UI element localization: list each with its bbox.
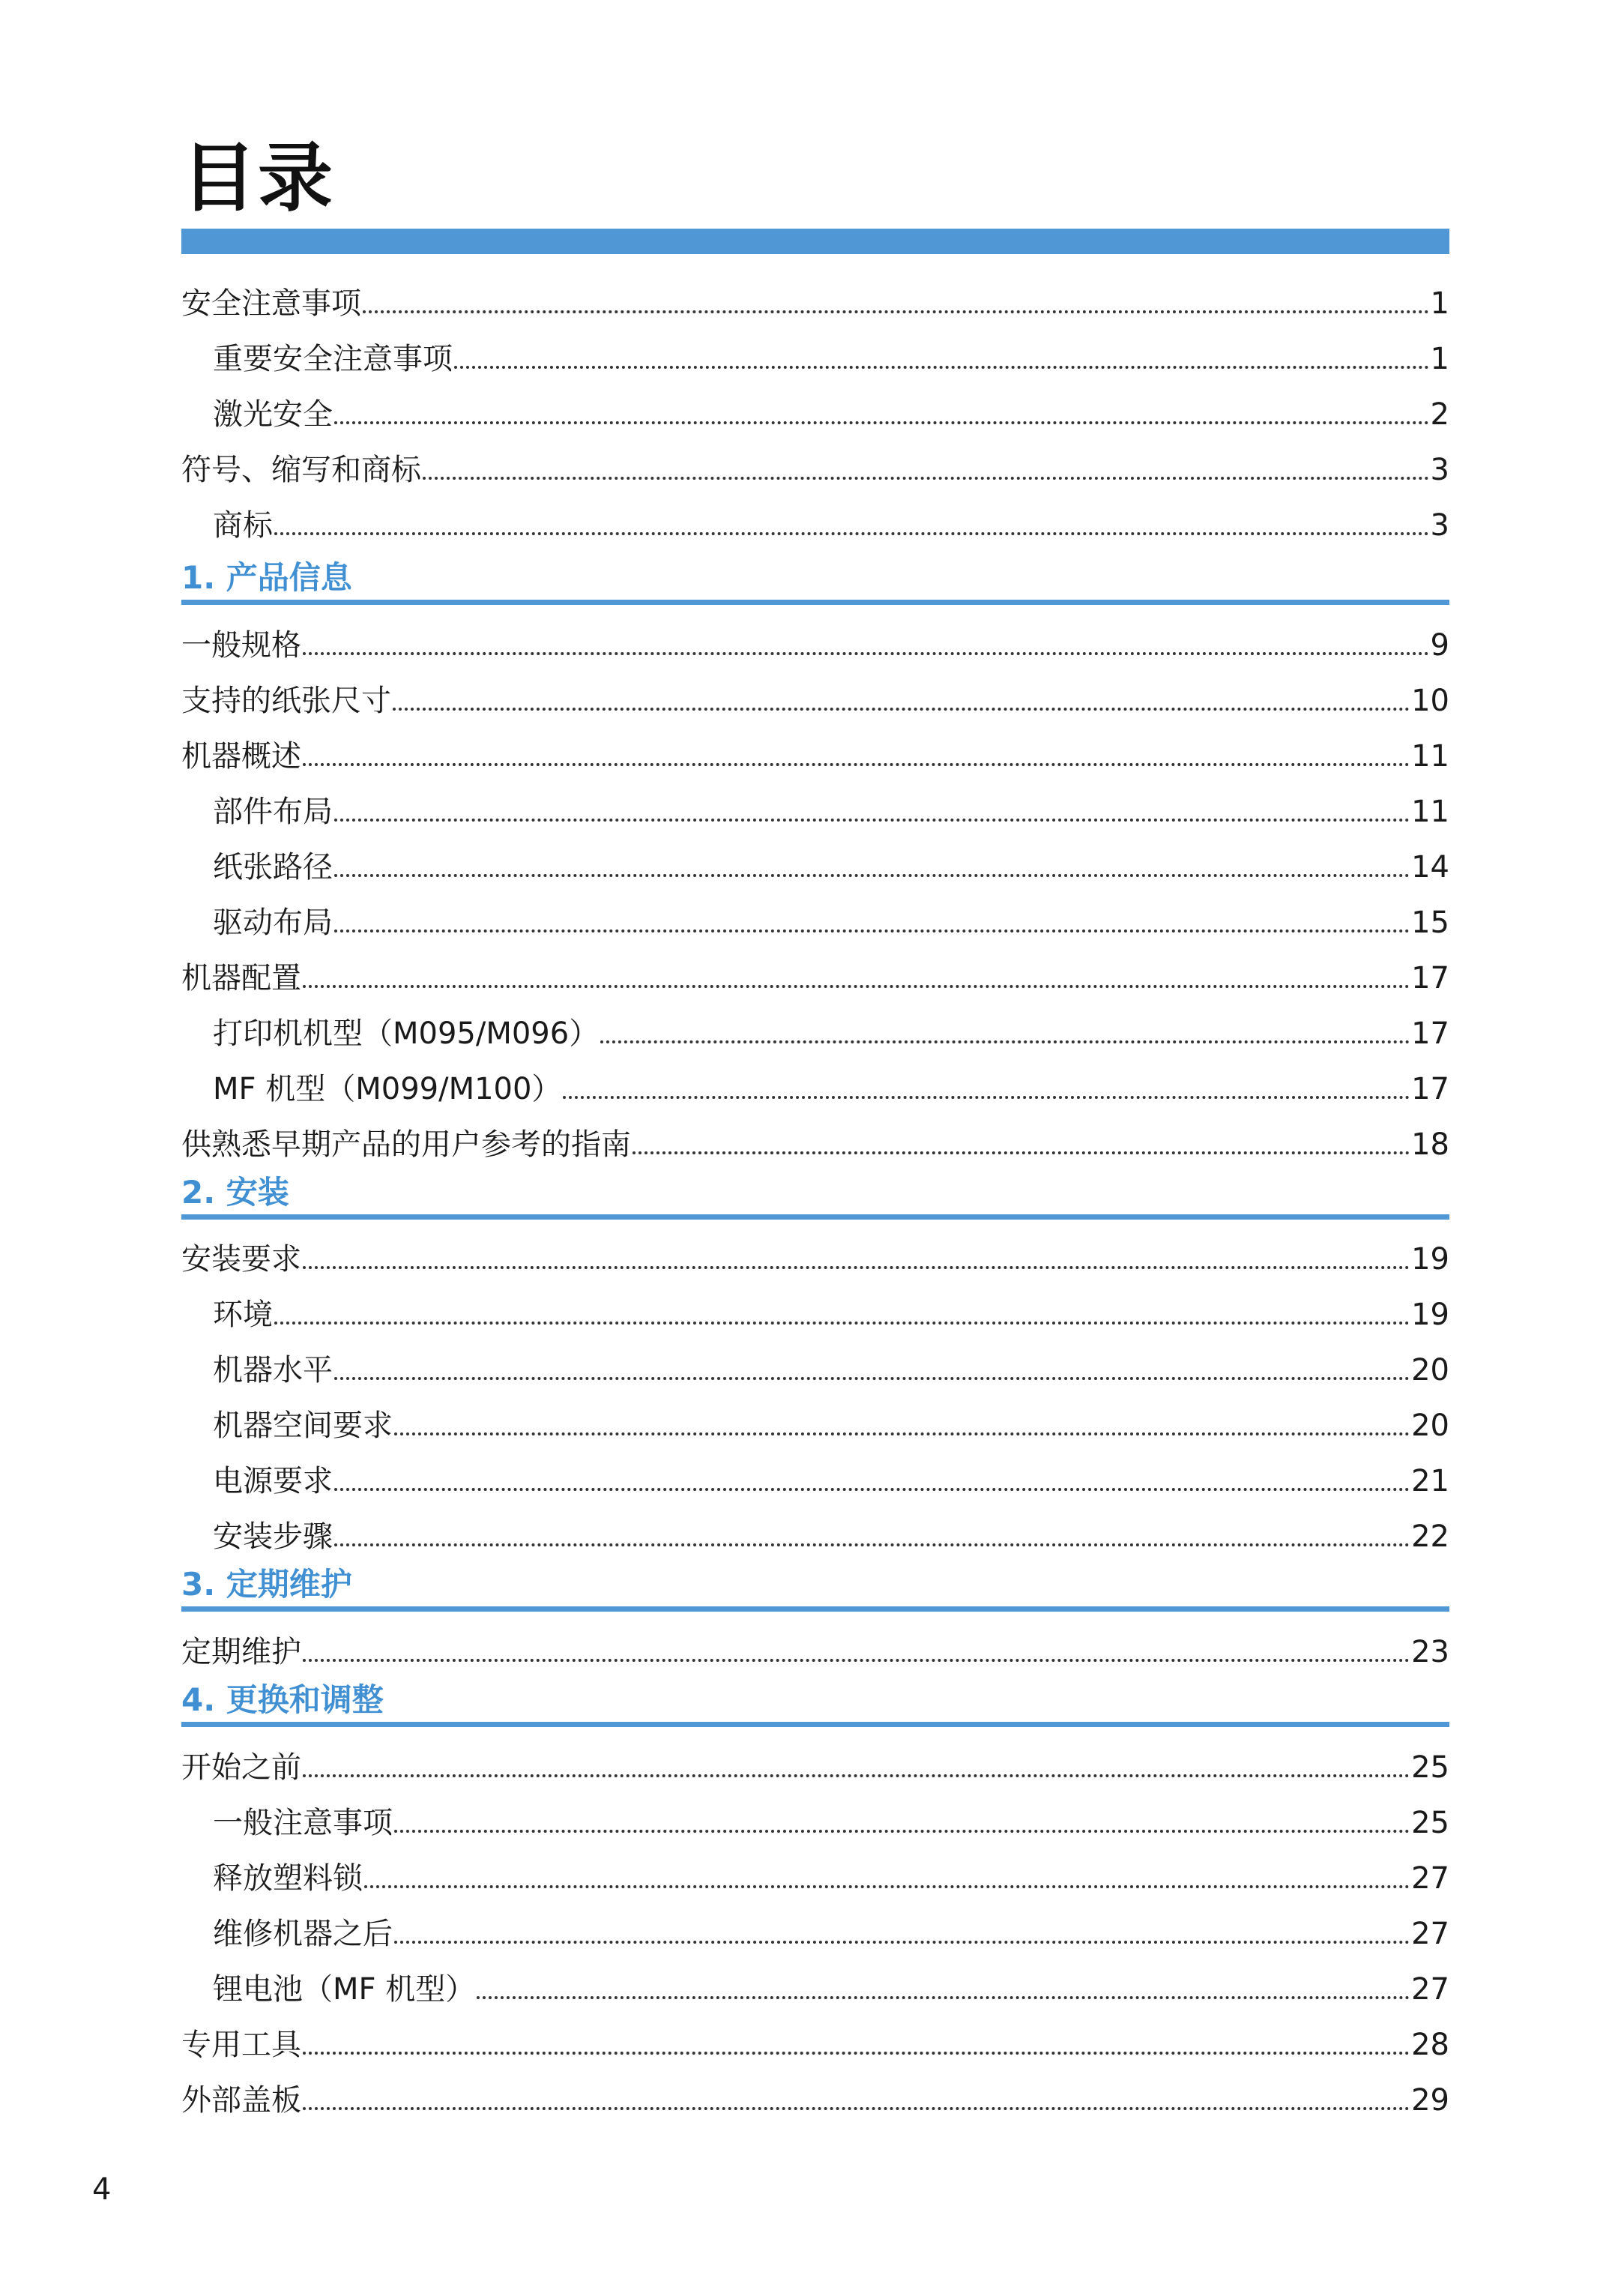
toc-entry-page-number: 29: [1411, 2083, 1449, 2118]
dot-leader: [274, 531, 1429, 535]
title-underline-bar: [181, 229, 1449, 254]
dot-leader: [334, 1543, 1410, 1546]
toc-entry[interactable]: [181, 286, 1449, 322]
toc-entry-page-number: 22: [1411, 1519, 1449, 1554]
toc-entry[interactable]: [181, 2082, 1449, 2118]
toc-entry-page-number: 27: [1411, 1972, 1449, 2007]
toc-entry-page-number: 3: [1430, 453, 1449, 487]
dot-leader: [303, 984, 1410, 988]
dot-leader: [303, 1774, 1410, 1777]
dot-leader: [363, 310, 1429, 313]
toc-entry-title: 环境: [213, 1298, 273, 1332]
toc-entry-title: 供熟悉早期产品的用户参考的指南: [181, 1127, 631, 1162]
chapter-heading-text: 2. 安装: [181, 1174, 289, 1211]
dot-leader: [334, 929, 1410, 932]
toc-entry-page-number: 10: [1411, 684, 1449, 718]
toc-subentry[interactable]: [213, 1297, 1449, 1333]
toc-subentry[interactable]: [213, 1519, 1449, 1555]
page-title: 目录: [181, 134, 334, 222]
toc-entry-title: 机器概述: [181, 739, 301, 774]
dot-leader: [393, 707, 1410, 711]
chapter-heading[interactable]: [181, 1168, 1449, 1220]
toc-entry-title: 维修机器之后: [213, 1917, 393, 1951]
chapter-heading[interactable]: [181, 1560, 1449, 1612]
toc-entry-page-number: 2: [1430, 397, 1449, 432]
toc-entry-title: 定期维护: [181, 1635, 301, 1669]
dot-leader: [454, 365, 1429, 369]
toc-subentry[interactable]: [213, 1916, 1449, 1952]
dot-leader: [394, 1432, 1410, 1435]
toc-subentry[interactable]: [213, 794, 1449, 830]
toc-entry-page-number: 23: [1411, 1635, 1449, 1669]
dot-leader: [334, 1376, 1410, 1380]
toc-entry[interactable]: [181, 1634, 1449, 1670]
toc-entry-title: 商标: [213, 508, 273, 543]
toc-entry-title: 打印机机型（M095/M096）: [213, 1016, 600, 1051]
toc-entry-title: 安装要求: [181, 1242, 301, 1277]
toc-entry-title: 驱动布局: [213, 906, 333, 940]
toc-entry-page-number: 18: [1411, 1127, 1449, 1162]
toc-entry-page-number: 27: [1411, 1861, 1449, 1896]
toc-subentry[interactable]: [213, 1805, 1449, 1841]
toc-entry-title: 机器配置: [181, 961, 301, 995]
toc-entry-page-number: 3: [1430, 508, 1449, 543]
toc-entry-page-number: 19: [1411, 1242, 1449, 1277]
toc-entry-page-number: 25: [1411, 1750, 1449, 1785]
dot-leader: [274, 1321, 1410, 1325]
dot-leader: [334, 873, 1410, 877]
toc-entry-page-number: 1: [1430, 286, 1449, 321]
dot-leader: [334, 1487, 1410, 1491]
chapter-heading[interactable]: [181, 553, 1449, 605]
dot-leader: [303, 762, 1410, 766]
toc-entry-page-number: 21: [1411, 1464, 1449, 1498]
toc-entry-page-number: 11: [1411, 795, 1449, 829]
toc-entry[interactable]: [181, 2027, 1449, 2063]
chapter-heading-text: 3. 定期维护: [181, 1566, 352, 1603]
toc-entry-title: MF 机型（M099/M100）: [213, 1072, 562, 1106]
toc-entry-page-number: 14: [1411, 850, 1449, 885]
toc-subentry[interactable]: [213, 1071, 1449, 1107]
toc-subentry[interactable]: [213, 1860, 1449, 1896]
toc-entry-page-number: 25: [1411, 1806, 1449, 1840]
chapter-heading-text: 1. 产品信息: [181, 559, 352, 596]
dot-leader: [394, 1940, 1410, 1944]
toc-entry-title: 安装步骤: [213, 1519, 333, 1554]
page-number: 4: [92, 2172, 112, 2207]
toc-subentry[interactable]: [213, 397, 1449, 433]
dot-leader: [394, 1829, 1410, 1833]
toc-entry[interactable]: [181, 960, 1449, 996]
toc-entry-title: 重要安全注意事项: [213, 342, 453, 376]
toc-entry-title: 开始之前: [181, 1750, 301, 1785]
chapter-heading-text: 4. 更换和调整: [181, 1681, 384, 1718]
toc-entry-title: 专用工具: [181, 2028, 301, 2062]
toc-subentry[interactable]: [213, 849, 1449, 885]
toc-subentry[interactable]: [213, 1352, 1449, 1388]
toc-entry-page-number: 9: [1430, 628, 1449, 663]
toc-entry[interactable]: [181, 627, 1449, 663]
dot-leader: [303, 2051, 1410, 2055]
toc-entry-page-number: 11: [1411, 739, 1449, 774]
toc-entry-title: 锂电池（MF 机型）: [213, 1972, 476, 2007]
dot-leader: [600, 1040, 1410, 1043]
dot-leader: [364, 1884, 1410, 1888]
dot-leader: [303, 651, 1429, 655]
toc-entry-title: 电源要求: [213, 1464, 333, 1498]
dot-leader: [633, 1151, 1410, 1154]
toc-subentry[interactable]: [213, 1463, 1449, 1499]
toc-entry-title: 支持的纸张尺寸: [181, 684, 391, 718]
toc-entry-page-number: 27: [1411, 1917, 1449, 1951]
toc-subentry[interactable]: [213, 1408, 1449, 1444]
toc-entry-page-number: 20: [1411, 1353, 1449, 1387]
toc-entry-title: 一般规格: [181, 628, 301, 663]
toc-entry-page-number: 20: [1411, 1408, 1449, 1443]
dot-leader: [477, 1995, 1410, 1999]
toc-entry-page-number: 15: [1411, 906, 1449, 940]
toc-entry-title: 符号、缩写和商标: [181, 453, 421, 487]
toc-entry-title: 一般注意事项: [213, 1806, 393, 1840]
toc-entry[interactable]: [181, 452, 1449, 488]
toc-entry-page-number: 19: [1411, 1298, 1449, 1332]
dot-leader: [303, 2106, 1410, 2110]
dot-leader: [303, 1658, 1410, 1662]
dot-leader: [334, 421, 1429, 424]
dot-leader: [563, 1095, 1410, 1099]
toc-entry-page-number: 17: [1411, 961, 1449, 995]
toc-entry-title: 外部盖板: [181, 2083, 301, 2118]
toc-entry-page-number: 17: [1411, 1016, 1449, 1051]
toc-entry[interactable]: [181, 1241, 1449, 1277]
toc-entry-title: 纸张路径: [213, 850, 333, 885]
toc-entry-page-number: 28: [1411, 2028, 1449, 2062]
toc-entry-title: 安全注意事项: [181, 286, 361, 321]
toc-entry-title: 部件布局: [213, 795, 333, 829]
dot-leader: [334, 818, 1410, 822]
toc-entry[interactable]: [181, 1127, 1449, 1163]
toc-subentry[interactable]: [213, 1971, 1449, 2007]
toc-entry-page-number: 1: [1430, 342, 1449, 376]
toc-entry-title: 释放塑料锁: [213, 1861, 363, 1896]
toc-entry-title: 机器水平: [213, 1353, 333, 1387]
dot-leader: [423, 476, 1429, 480]
toc-entry-page-number: 17: [1411, 1072, 1449, 1106]
chapter-heading[interactable]: [181, 1675, 1449, 1727]
toc-subentry[interactable]: [213, 1016, 1449, 1052]
toc-entry[interactable]: [181, 738, 1449, 774]
toc-subentry[interactable]: [213, 341, 1449, 377]
toc-entry[interactable]: [181, 683, 1449, 719]
toc-subentry[interactable]: [213, 905, 1449, 941]
toc-entry-title: 激光安全: [213, 397, 333, 432]
toc-entry-title: 机器空间要求: [213, 1408, 393, 1443]
toc-subentry[interactable]: [213, 507, 1449, 543]
toc-entry[interactable]: [181, 1750, 1449, 1786]
dot-leader: [303, 1265, 1410, 1269]
